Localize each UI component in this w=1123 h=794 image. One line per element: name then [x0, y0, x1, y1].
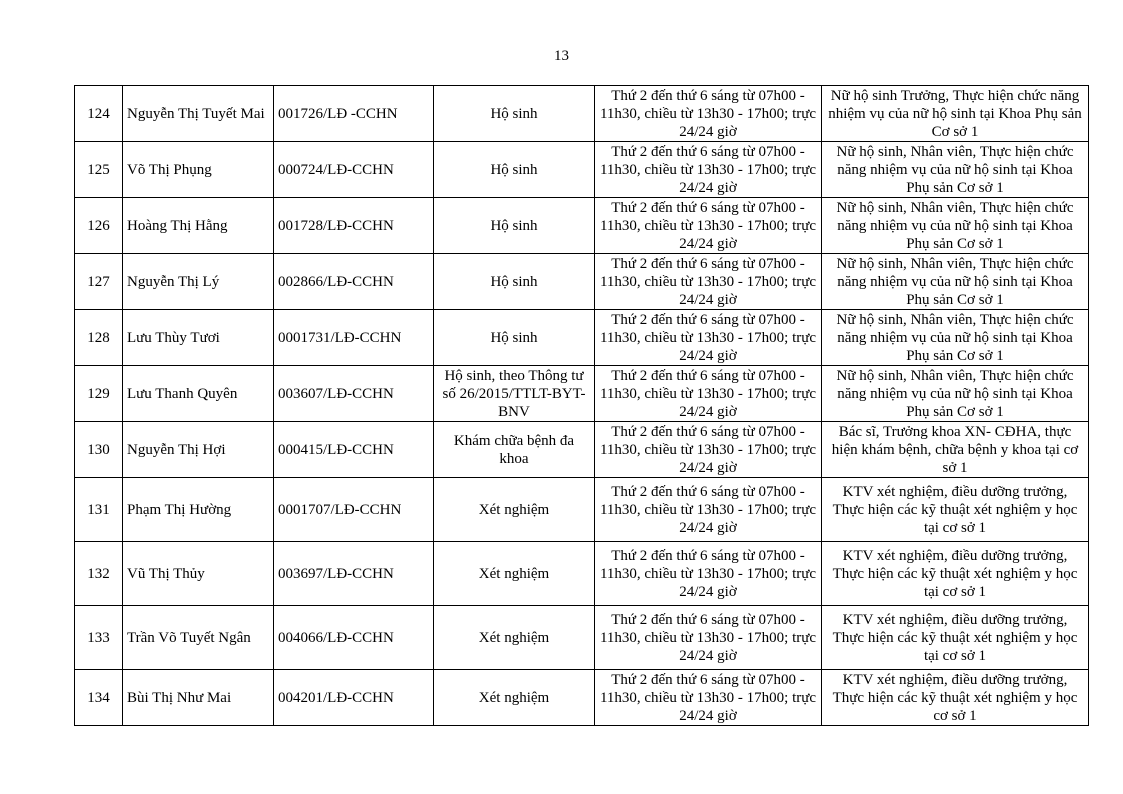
certificate-number: 002866/LĐ-CCHN [274, 254, 434, 310]
working-time: Thứ 2 đến thứ 6 sáng từ 07h00 - 11h30, chiều từ 13h30 - 17h00; trực 24/24 giờ [595, 86, 822, 142]
position-duties: Nữ hộ sinh, Nhân viên, Thực hiện chức năng nhiệm vụ của nữ hộ sinh tại Khoa Phụ sản Cơ sở 1 [822, 366, 1089, 422]
practice-scope: Hộ sinh [434, 142, 595, 198]
certificate-number: 001728/LĐ-CCHN [274, 198, 434, 254]
certificate-number: 001726/LĐ -CCHN [274, 86, 434, 142]
staff-table [74, 85, 1089, 726]
working-time: Thứ 2 đến thứ 6 sáng từ 07h00 - 11h30, chiều từ 13h30 - 17h00; trực 24/24 giờ [595, 142, 822, 198]
certificate-number: 000415/LĐ-CCHN [274, 422, 434, 478]
position-duties: KTV xét nghiệm, điều dưỡng trưởng, Thực hiện các kỹ thuật xét nghiệm y học cơ sở 1 [822, 670, 1089, 726]
row-number: 129 [75, 366, 123, 422]
staff-name: Hoàng Thị Hằng [123, 198, 274, 254]
table-row [75, 670, 1089, 726]
staff-name: Lưu Thanh Quyên [123, 366, 274, 422]
table-row [75, 422, 1089, 478]
table-row [75, 606, 1089, 670]
practice-scope: Xét nghiệm [434, 606, 595, 670]
practice-scope: Hộ sinh [434, 198, 595, 254]
table-row [75, 542, 1089, 606]
position-duties: KTV xét nghiệm, điều dưỡng trưởng, Thực hiện các kỹ thuật xét nghiệm y học tại cơ sở 1 [822, 606, 1089, 670]
position-duties: KTV xét nghiệm, điều dưỡng trưởng, Thực hiện các kỹ thuật xét nghiệm y học tại cơ sở 1 [822, 478, 1089, 542]
certificate-number: 0001731/LĐ-CCHN [274, 310, 434, 366]
practice-scope: Xét nghiệm [434, 670, 595, 726]
working-time: Thứ 2 đến thứ 6 sáng từ 07h00 - 11h30, chiều từ 13h30 - 17h00; trực 24/24 giờ [595, 606, 822, 670]
certificate-number: 0001707/LĐ-CCHN [274, 478, 434, 542]
practice-scope: Hộ sinh, theo Thông tư số 26/2015/TTLT-BYT-BNV [434, 366, 595, 422]
position-duties: Nữ hộ sinh, Nhân viên, Thực hiện chức năng nhiệm vụ của nữ hộ sinh tại Khoa Phụ sản Cơ sở 1 [822, 310, 1089, 366]
practice-scope: Hộ sinh [434, 254, 595, 310]
practice-scope: Hộ sinh [434, 310, 595, 366]
practice-scope: Hộ sinh [434, 86, 595, 142]
row-number: 131 [75, 478, 123, 542]
table-row [75, 86, 1089, 142]
certificate-number: 003607/LĐ-CCHN [274, 366, 434, 422]
table-row [75, 478, 1089, 542]
working-time: Thứ 2 đến thứ 6 sáng từ 07h00 - 11h30, chiều từ 13h30 - 17h00; trực 24/24 giờ [595, 670, 822, 726]
row-number: 124 [75, 86, 123, 142]
practice-scope: Khám chữa bệnh đa khoa [434, 422, 595, 478]
working-time: Thứ 2 đến thứ 6 sáng từ 07h00 - 11h30, chiều từ 13h30 - 17h00; trực 24/24 giờ [595, 542, 822, 606]
staff-name: Trần Võ Tuyết Ngân [123, 606, 274, 670]
row-number: 134 [75, 670, 123, 726]
working-time: Thứ 2 đến thứ 6 sáng từ 07h00 - 11h30, chiều từ 13h30 - 17h00; trực 24/24 giờ [595, 198, 822, 254]
staff-name: Bùi Thị Như Mai [123, 670, 274, 726]
table-row [75, 142, 1089, 198]
certificate-number: 004066/LĐ-CCHN [274, 606, 434, 670]
row-number: 127 [75, 254, 123, 310]
certificate-number: 003697/LĐ-CCHN [274, 542, 434, 606]
page-number: 13 [554, 48, 569, 64]
staff-name: Lưu Thùy Tươi [123, 310, 274, 366]
staff-name: Nguyễn Thị Tuyết Mai [123, 86, 274, 142]
position-duties: KTV xét nghiệm, điều dưỡng trưởng, Thực hiện các kỹ thuật xét nghiệm y học tại cơ sở 1 [822, 542, 1089, 606]
row-number: 130 [75, 422, 123, 478]
staff-name: Nguyễn Thị Lý [123, 254, 274, 310]
table-row [75, 254, 1089, 310]
certificate-number: 000724/LĐ-CCHN [274, 142, 434, 198]
position-duties: Bác sĩ, Trưởng khoa XN- CĐHA, thực hiện khám bệnh, chữa bệnh y khoa tại cơ sở 1 [822, 422, 1089, 478]
staff-name: Nguyễn Thị Hợi [123, 422, 274, 478]
position-duties: Nữ hộ sinh, Nhân viên, Thực hiện chức năng nhiệm vụ của nữ hộ sinh tại Khoa Phụ sản Cơ sở 1 [822, 254, 1089, 310]
staff-name: Vũ Thị Thủy [123, 542, 274, 606]
position-duties: Nữ hộ sinh Trưởng, Thực hiện chức năng nhiệm vụ của nữ hộ sinh tại Khoa Phụ sản Cơ sở 1 [822, 86, 1089, 142]
position-duties: Nữ hộ sinh, Nhân viên, Thực hiện chức năng nhiệm vụ của nữ hộ sinh tại Khoa Phụ sản Cơ sở 1 [822, 142, 1089, 198]
practice-scope: Xét nghiệm [434, 478, 595, 542]
position-duties: Nữ hộ sinh, Nhân viên, Thực hiện chức năng nhiệm vụ của nữ hộ sinh tại Khoa Phụ sản Cơ sở 1 [822, 198, 1089, 254]
row-number: 132 [75, 542, 123, 606]
row-number: 126 [75, 198, 123, 254]
row-number: 125 [75, 142, 123, 198]
working-time: Thứ 2 đến thứ 6 sáng từ 07h00 - 11h30, chiều từ 13h30 - 17h00; trực 24/24 giờ [595, 478, 822, 542]
table-row [75, 198, 1089, 254]
certificate-number: 004201/LĐ-CCHN [274, 670, 434, 726]
table-row [75, 310, 1089, 366]
row-number: 133 [75, 606, 123, 670]
practice-scope: Xét nghiệm [434, 542, 595, 606]
working-time: Thứ 2 đến thứ 6 sáng từ 07h00 - 11h30, chiều từ 13h30 - 17h00; trực 24/24 giờ [595, 310, 822, 366]
working-time: Thứ 2 đến thứ 6 sáng từ 07h00 - 11h30, chiều từ 13h30 - 17h00; trực 24/24 giờ [595, 366, 822, 422]
staff-name: Phạm Thị Hường [123, 478, 274, 542]
row-number: 128 [75, 310, 123, 366]
working-time: Thứ 2 đến thứ 6 sáng từ 07h00 - 11h30, chiều từ 13h30 - 17h00; trực 24/24 giờ [595, 254, 822, 310]
staff-name: Võ Thị Phụng [123, 142, 274, 198]
table-row [75, 366, 1089, 422]
working-time: Thứ 2 đến thứ 6 sáng từ 07h00 - 11h30, chiều từ 13h30 - 17h00; trực 24/24 giờ [595, 422, 822, 478]
